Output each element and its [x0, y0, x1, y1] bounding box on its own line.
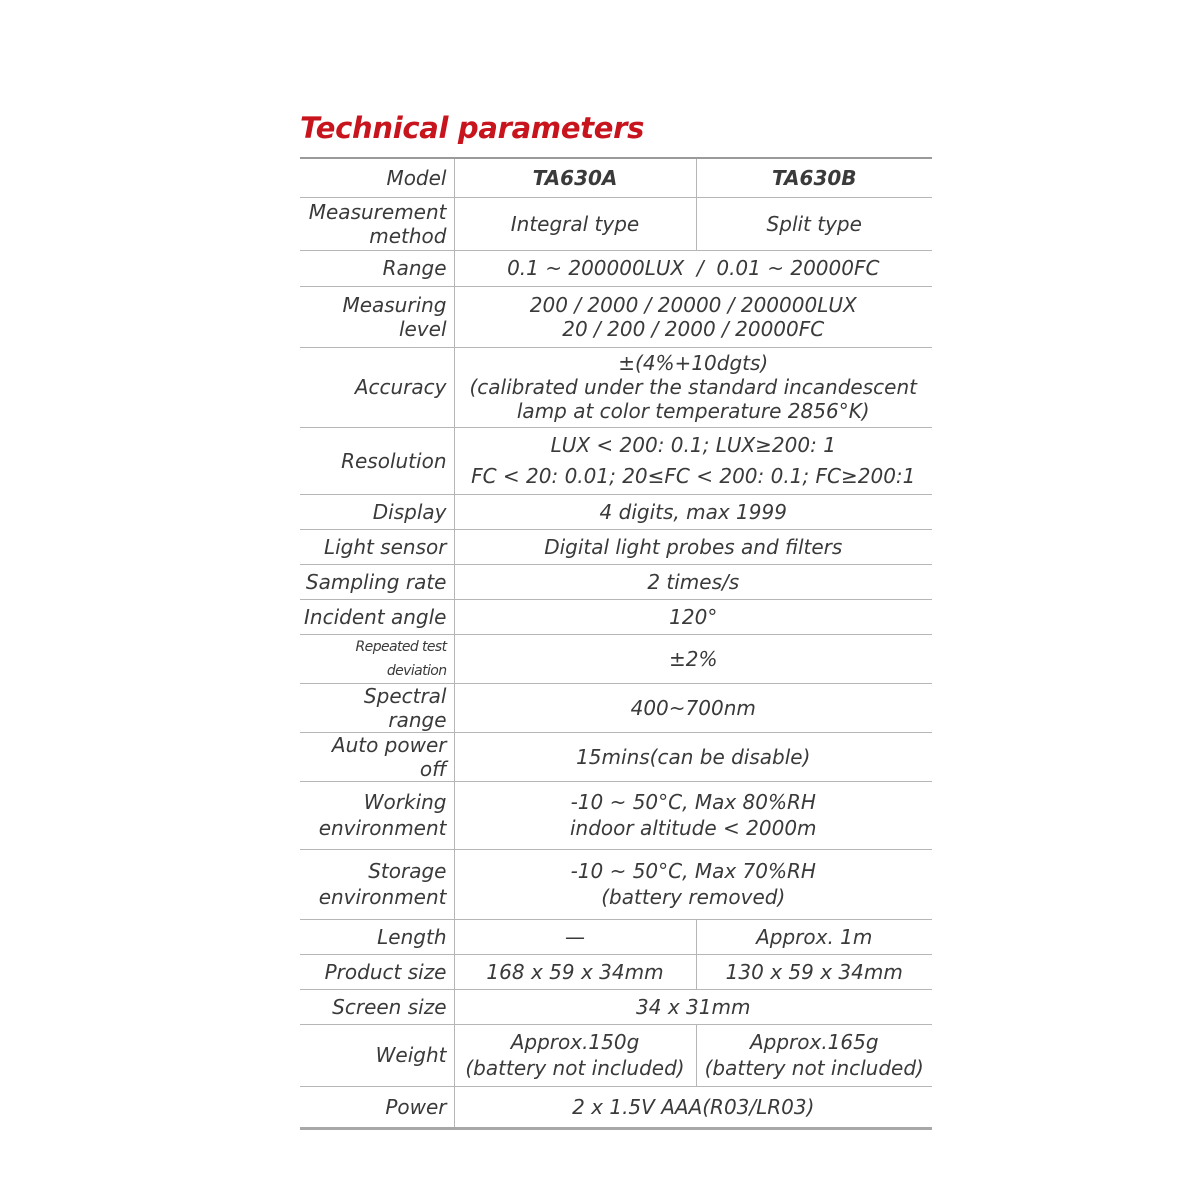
- level-value: [454, 286, 932, 347]
- product-size-a-value: 168 x 59 x 34mm: [454, 954, 696, 989]
- value-line: indoor altitude < 2000m: [569, 816, 817, 840]
- angle-value: 120°: [454, 599, 932, 634]
- table-row-resolution: [300, 427, 932, 494]
- label-line: level: [398, 316, 447, 341]
- power-value: 2 x 1.5V AAA(R03/LR03): [454, 1086, 932, 1128]
- table-row-range: [300, 250, 932, 286]
- value-line: (battery not included): [704, 1056, 924, 1080]
- spec-table: [300, 157, 932, 1130]
- label-line: Measuring: [342, 292, 447, 317]
- storage-value: [454, 849, 932, 919]
- value-line: 20 / 200 / 2000 / 20000FC: [562, 316, 825, 341]
- range-value: 0.1 ~ 200000LUX / 0.01 ~ 20000FC: [454, 250, 932, 286]
- row-label-storage: [300, 849, 454, 919]
- value-line: ±(4%+10dgts): [618, 351, 769, 375]
- row-label-working: [300, 781, 454, 849]
- product-size-b-value: 130 x 59 x 34mm: [696, 954, 932, 989]
- row-label-weight: Weight: [300, 1024, 454, 1086]
- value-line: Approx.165g: [749, 1030, 879, 1054]
- row-label-length: Length: [300, 919, 454, 954]
- label-line: Storage: [368, 859, 447, 883]
- row-label-method: [300, 197, 454, 250]
- table-row-method: [300, 197, 932, 250]
- weight-b-value: [696, 1024, 932, 1086]
- table-row-model: [300, 158, 932, 197]
- table-row-deviation: [300, 634, 932, 683]
- row-label-deviation: Repeated test deviation: [300, 634, 454, 683]
- table-row-power: [300, 1086, 932, 1128]
- value-line: (calibrated under the standard incandescent: [469, 375, 917, 399]
- value-line: LUX < 200: 0.1; LUX≥200: 1: [550, 432, 836, 457]
- label-line: Measurement: [308, 199, 447, 224]
- row-label-angle: Incident angle: [300, 599, 454, 634]
- label-line: Working: [363, 790, 447, 814]
- weight-a-value: [454, 1024, 696, 1086]
- table-row-sampling: [300, 564, 932, 599]
- table-row-weight: [300, 1024, 932, 1086]
- sensor-value: Digital light probes and filters: [454, 529, 932, 564]
- length-a-value: —: [454, 919, 696, 954]
- value-line: -10 ~ 50°C, Max 80%RH: [570, 790, 816, 814]
- value-line: (battery removed): [601, 885, 786, 909]
- table-row-angle: [300, 599, 932, 634]
- table-row-spectral: [300, 683, 932, 732]
- table-row-length: [300, 919, 932, 954]
- method-a-value: Integral type: [454, 197, 696, 250]
- display-value: 4 digits, max 1999: [454, 494, 932, 529]
- row-label-spectral: Spectral range: [300, 683, 454, 732]
- value-line: -10 ~ 50°C, Max 70%RH: [570, 859, 816, 883]
- label-line: environment: [318, 816, 447, 840]
- screen-size-value: 34 x 31mm: [454, 989, 932, 1024]
- table-row-storage: [300, 849, 932, 919]
- model-a-heading: TA630A: [454, 158, 696, 197]
- row-label-sensor: Light sensor: [300, 529, 454, 564]
- row-label-screen-size: Screen size: [300, 989, 454, 1024]
- resolution-value: [454, 427, 932, 494]
- accuracy-value: [454, 347, 932, 427]
- model-b-heading: TA630B: [696, 158, 932, 197]
- row-label-sampling: Sampling rate: [300, 564, 454, 599]
- label-line: environment: [318, 885, 447, 909]
- page-title: Technical parameters: [300, 111, 645, 145]
- method-b-value: Split type: [696, 197, 932, 250]
- sampling-value: 2 times/s: [454, 564, 932, 599]
- table-row-screen-size: [300, 989, 932, 1024]
- value-line: Approx.150g: [510, 1030, 640, 1054]
- row-label-power: Power: [300, 1086, 454, 1128]
- row-label-display: Display: [300, 494, 454, 529]
- deviation-value: ±2%: [454, 634, 932, 683]
- row-label-power-off: Auto power off: [300, 732, 454, 781]
- working-value: [454, 781, 932, 849]
- row-label-level: [300, 286, 454, 347]
- value-line: (battery not included): [465, 1056, 685, 1080]
- row-label-product-size: Product size: [300, 954, 454, 989]
- value-line: FC < 20: 0.01; 20≤FC < 200: 0.1; FC≥200:1: [471, 463, 916, 488]
- table-row-working: [300, 781, 932, 849]
- table-row-accuracy: [300, 347, 932, 427]
- length-b-value: Approx. 1m: [696, 919, 932, 954]
- value-line: 200 / 2000 / 20000 / 200000LUX: [529, 292, 857, 317]
- table-row-sensor: [300, 529, 932, 564]
- value-line: lamp at color temperature 2856°K): [516, 399, 870, 423]
- row-label-resolution: Resolution: [300, 427, 454, 494]
- table-row-display: [300, 494, 932, 529]
- label-line: method: [369, 223, 447, 248]
- table-row-product-size: [300, 954, 932, 989]
- row-label-model: Model: [300, 158, 454, 197]
- table-row-power-off: [300, 732, 932, 781]
- table-row-level: [300, 286, 932, 347]
- row-label-range: Range: [300, 250, 454, 286]
- row-label-accuracy: Accuracy: [300, 347, 454, 427]
- power-off-value: 15mins(can be disable): [454, 732, 932, 781]
- spectral-value: 400~700nm: [454, 683, 932, 732]
